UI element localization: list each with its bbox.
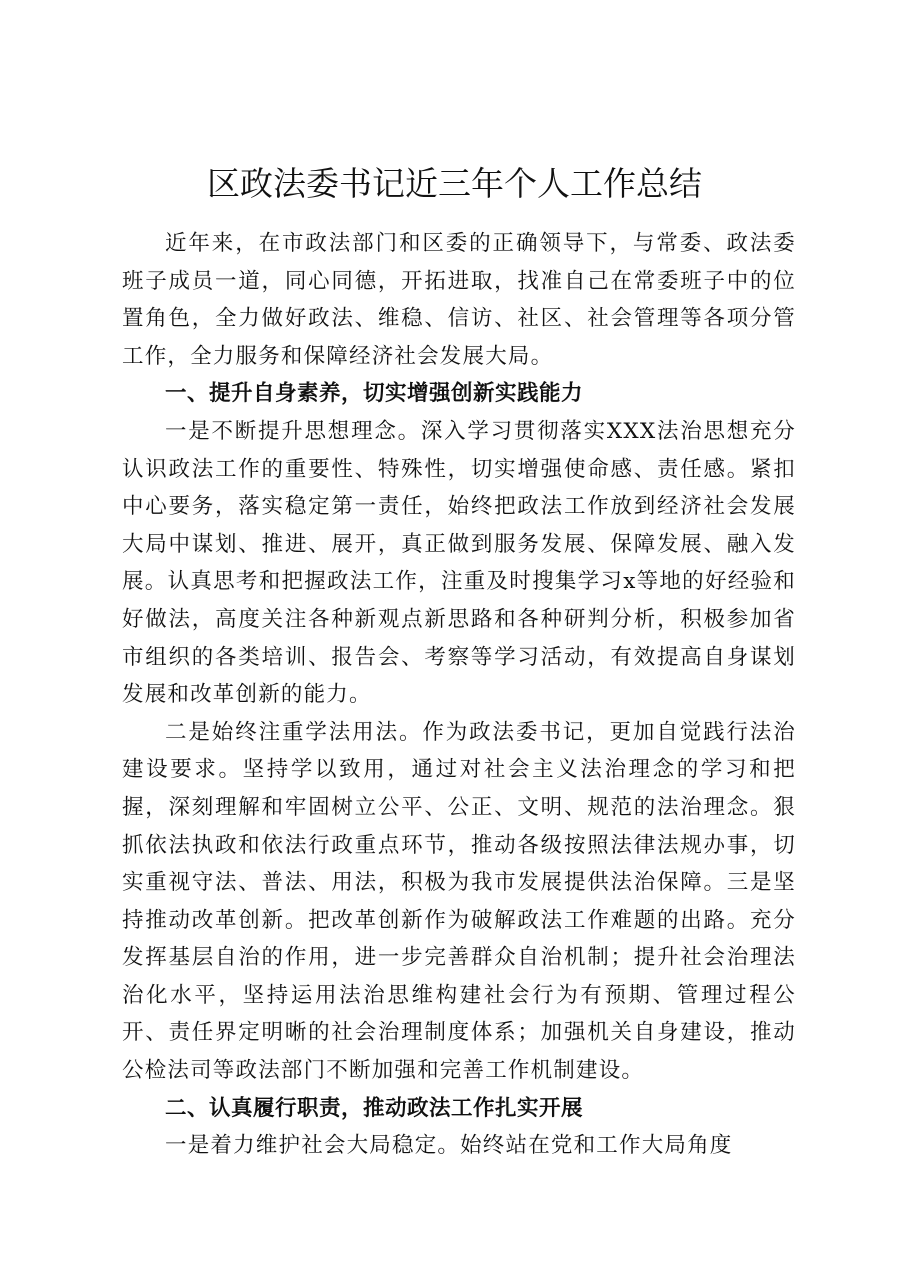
body-paragraph-2: 二是始终注重学法用法。作为政法委书记，更加自觉践行法治建设要求。坚持学以致用，通过对社会主义法治理念的学习和把握，深刻理解和牢固树立公平、公正、文明、规范的法治理念。狠抓依法执政和依法行政重点环节，推动各级按照法律法规办事，切实重视守法、普法、用法，积极为我市发展提供法治保障。三是坚持推动改革创新。把改革创新作为破解政法工作难题的出路。充分发挥基层自治的作用，进一步完善群众自治机制；提升社会治理法治化水平，坚持运用法治思维构建社会行为有预期、管理过程公开、责任界定明晰的社会治理制度体系；加强机关自身建设，推动公检法司等政法部门不断加强和完善工作机制建设。 bbox=[122, 719, 796, 1084]
document-title: 区政法委书记近三年个人工作总结 bbox=[207, 164, 702, 203]
section-heading-1: 一、提升自身素养，切实增强创新实践能力 bbox=[165, 381, 584, 407]
intro-paragraph: 近年来，在市政法部门和区委的正确领导下，与常委、政法委班子成员一道，同心同德，开拓进取，找准自己在常委班子中的位置角色，全力做好政法、维稳、信访、社区、社会管理等各项分管工作，全力服务和保障经济社会发展大局。 bbox=[122, 231, 796, 369]
body-paragraph-1: 一是不断提升思想理念。深入学习贯彻落实XXX法治思想充分认识政法工作的重要性、特殊性，切实增强使命感、责任感。紧扣中心要务，落实稳定第一责任，始终把政法工作放到经济社会发展大局中谋划、推进、展开，真正做到服务发展、保障发展、融入发展。认真思考和把握政法工作，注重及时搜集学习x等地的好经验和好做法，高度关注各种新观点新思路和各种研判分析，积极参加省市组织的各类培训、报告会、考察等学习活动，有效提高自身谋划发展和改革创新的能力。 bbox=[122, 418, 796, 708]
document-body bbox=[122, 225, 796, 1165]
body-paragraph-3: 一是着力维护社会大局稳定。始终站在党和工作大局角度 bbox=[165, 1133, 733, 1159]
section-heading-2: 二、认真履行职责，推动政法工作扎实开展 bbox=[165, 1095, 584, 1121]
